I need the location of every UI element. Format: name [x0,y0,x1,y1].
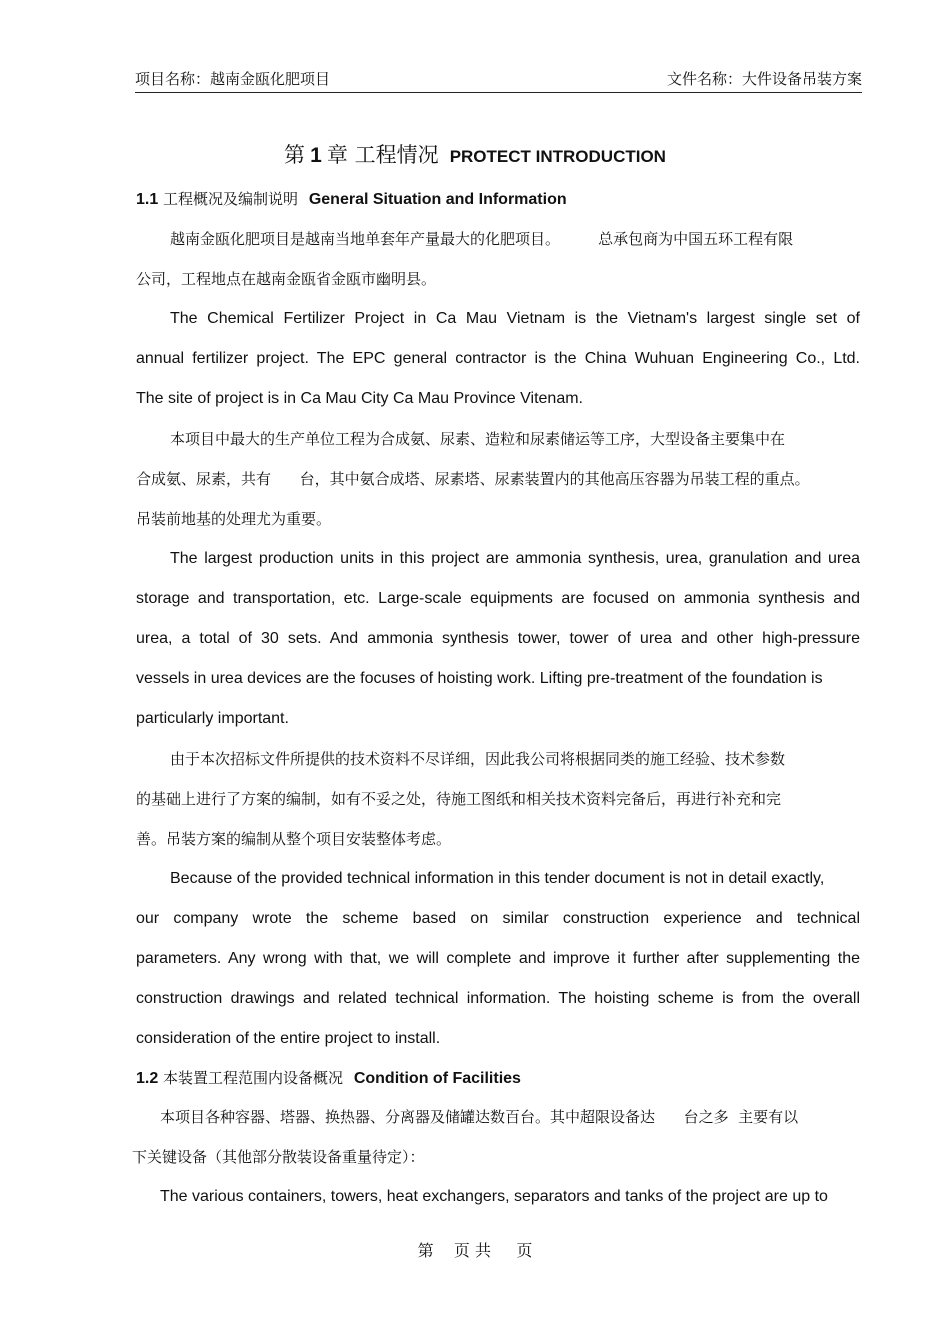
chapter-prefix: 第 [284,143,306,167]
paragraph-line: The various containers, towers, heat exchangers, separators and tanks of the project are up to [160,1188,828,1205]
paragraph-line: 越南金瓯化肥项目是越南当地单套年产量最大的化肥项目。 总承包商为中国五环工程有限 [170,230,794,248]
paragraph-line: consideration of the entire project to install. [136,1030,441,1047]
paragraph-line: 善。吊装方案的编制从整个项目安装整体考虑。 [136,830,452,848]
paragraph-line: 吊装前地基的处理尤为重要。 [136,510,332,528]
section-title-cn: 工程概况及编制说明 [163,190,299,208]
chapter-title-cn: 章 工程情况 [326,143,439,167]
header-file-name: 文件名称：大件设备吊装方案 [666,70,862,88]
chapter-number: 1 [310,144,322,167]
paragraph-line: 合成氨、尿素，共有 台，其中氨合成塔、尿素塔、尿素装置内的其他高压容器为吊装工程的重点。 [136,470,810,488]
paragraph-line: 的基础上进行了方案的编制，如有不妥之处，待施工图纸和相关技术资料完备后，再进行补充和完 [136,790,782,808]
section-title-cn: 本装置工程范围内设备概况 [163,1069,344,1087]
paragraph-line: Because of the provided technical information in this tender document is not in detail exactly, [170,870,825,887]
paragraph-line: urea, a total of 30 sets. And ammonia synthesis tower, tower of urea and other high-pressure [136,630,860,647]
chapter-title-en: PROTECT INTRODUCTION [449,147,666,166]
section-heading-1-1 [136,179,860,219]
paragraph-line: particularly important. [136,710,289,727]
paragraph-line: storage and transportation, etc. Large-scale equipments are focused on ammonia synthesis and [136,590,860,607]
section-number: 1.2 [136,1070,159,1087]
section-heading-1-2 [136,1058,860,1098]
page-footer: 第 页 共 页 [417,1241,533,1260]
section-title-en: General Situation and Information [308,191,567,208]
paragraph-line: 本项目各种容器、塔器、换热器、分离器及储罐达数百台。其中超限设备达 台之多 主要有以 [160,1108,799,1126]
paragraph-line: The largest production units in this project are ammonia synthesis, urea, granulation and urea [170,550,860,567]
paragraph-line: 公司，工程地点在越南金瓯省金瓯市幽明县。 [136,270,437,288]
paragraph-line: parameters. Any wrong with that, we will complete and improve it further after supplementing the [136,950,860,967]
paragraph-line: The site of project is in Ca Mau City Ca Mau Province Vitenam. [136,390,583,407]
paragraph-line: vessels in urea devices are the focuses of hoisting work. Lifting pre-treatment of the foundation is [136,670,823,687]
section-number: 1.1 [136,191,159,208]
paragraph-line: our company wrote the scheme based on similar construction experience and technical [136,910,860,927]
paragraph-line: The Chemical Fertilizer Project in Ca Mau Vietnam is the Vietnam's largest single set of [170,310,860,327]
header-project-name: 项目名称：越南金瓯化肥项目 [135,70,331,88]
paragraph-line: 下关键设备（其他部分散装设备重量待定）： [132,1148,425,1166]
paragraph-line: construction drawings and related technical information. The hoisting scheme is from the overall [136,990,860,1007]
paragraph-line: 本项目中最大的生产单位工程为合成氨、尿素、造粒和尿素储运等工序，大型设备主要集中在 [170,430,786,448]
paragraph-line: 由于本次招标文件所提供的技术资料不尽详细，因此我公司将根据同类的施工经验、技术参数 [170,750,786,768]
chapter-title [0,139,950,169]
section-title-en: Condition of Facilities [353,1070,521,1087]
paragraph-line: annual fertilizer project. The EPC general contractor is the China Wuhuan Engineering Co., Ltd. [136,350,860,367]
page-header [135,66,862,93]
